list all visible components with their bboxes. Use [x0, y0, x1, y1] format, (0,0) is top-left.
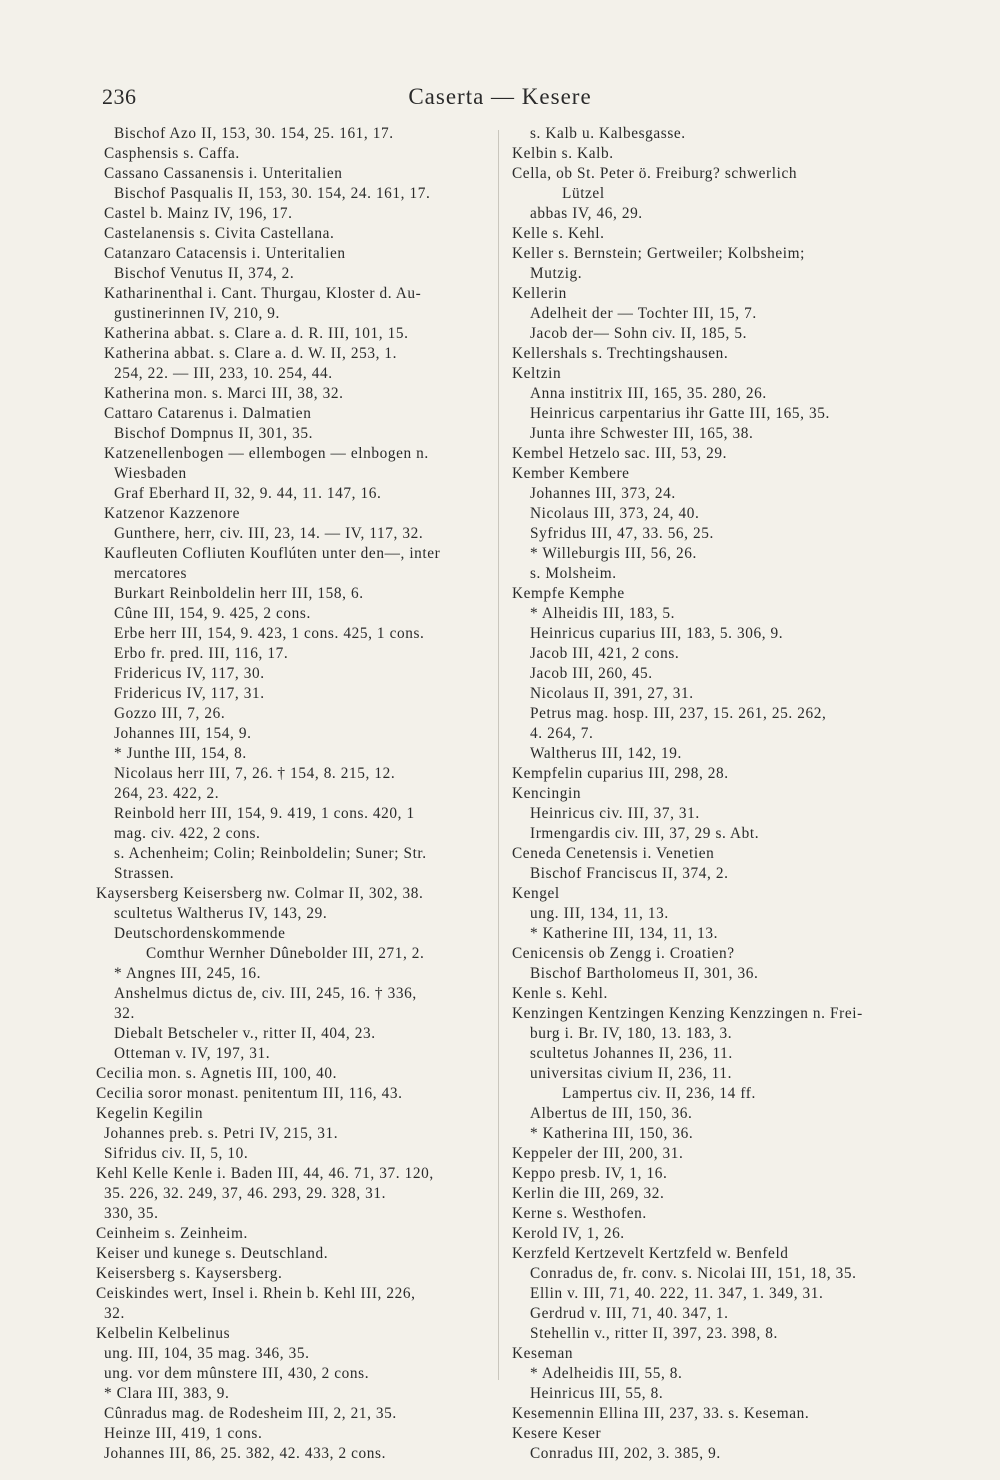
index-line: Katherina abbat. s. Clare a. d. R. III, 101, 15.	[104, 325, 409, 342]
index-line: Kempfelin cuparius III, 298, 28.	[512, 765, 729, 782]
index-line: Castelanensis s. Civita Castellana.	[104, 225, 335, 242]
index-line: Adelheit der — Tochter III, 15, 7.	[530, 305, 757, 322]
index-line: Nicolaus III, 373, 24, 40.	[530, 505, 700, 522]
index-line: 35. 226, 32. 249, 37, 46. 293, 29. 328, 31.	[104, 1185, 387, 1202]
index-line: Kellerin	[512, 285, 567, 302]
index-line: Cûnradus mag. de Rodesheim III, 2, 21, 35.	[104, 1405, 397, 1422]
index-line: Johannes III, 86, 25. 382, 42. 433, 2 cons.	[104, 1445, 386, 1462]
index-line: 32.	[114, 1005, 135, 1022]
index-line: Catanzaro Catacensis i. Unteritalien	[104, 245, 346, 262]
index-line: Kencingin	[512, 785, 582, 802]
index-line: scultetus Waltherus IV, 143, 29.	[114, 905, 328, 922]
index-line: 254, 22. — III, 233, 10. 254, 44.	[114, 365, 333, 382]
index-line: * Adelheidis III, 55, 8.	[530, 1365, 683, 1382]
index-line: Johannes preb. s. Petri IV, 215, 31.	[104, 1125, 339, 1142]
index-line: Kembel Hetzelo sac. III, 53, 29.	[512, 445, 728, 462]
index-line: Syfridus III, 47, 33. 56, 25.	[530, 525, 714, 542]
index-line: 4. 264, 7.	[530, 725, 594, 742]
index-line: * Junthe III, 154, 8.	[114, 745, 247, 762]
index-line: s. Molsheim.	[530, 565, 617, 582]
index-line: Bischof Venutus II, 374, 2.	[114, 265, 295, 282]
index-line: Deutschordenskommende	[114, 925, 286, 942]
index-line: Keiser und kunege s. Deutschland.	[96, 1245, 329, 1262]
index-line: abbas IV, 46, 29.	[530, 205, 643, 222]
index-line: Gunthere, herr, civ. III, 23, 14. — IV, 117, 32.	[114, 525, 424, 542]
index-line: * Clara III, 383, 9.	[104, 1385, 230, 1402]
index-line: Keller s. Bernstein; Gertweiler; Kolbsheim;	[512, 245, 806, 262]
index-line: Jacob III, 260, 45.	[530, 665, 653, 682]
index-line: Ceiskindes wert, Insel i. Rhein b. Kehl III, 226,	[96, 1285, 416, 1302]
index-line: Kelbin s. Kalb.	[512, 145, 614, 162]
page-number: 236	[102, 84, 137, 109]
index-line: Katherina mon. s. Marci III, 38, 32.	[104, 385, 344, 402]
index-line: Wiesbaden	[114, 465, 187, 482]
index-line: Kesere Keser	[512, 1425, 602, 1442]
index-line: Bischof Franciscus II, 374, 2.	[530, 865, 729, 882]
index-line: Bischof Pasqualis II, 153, 30. 154, 24. 161, 17.	[114, 185, 431, 202]
index-line: mag. civ. 422, 2 cons.	[114, 825, 261, 842]
index-line: Kelbelin Kelbelinus	[96, 1325, 231, 1342]
index-line: Ceinheim s. Zeinheim.	[96, 1225, 248, 1242]
index-line: Johannes III, 154, 9.	[114, 725, 252, 742]
index-line: * Alheidis III, 183, 5.	[530, 605, 676, 622]
index-line: Castel b. Mainz IV, 196, 17.	[104, 205, 293, 222]
index-line: Bischof Dompnus II, 301, 35.	[114, 425, 314, 442]
index-line: Katharinenthal i. Cant. Thurgau, Kloster d. Au-	[104, 285, 422, 302]
index-line: Keppo presb. IV, 1, 16.	[512, 1165, 668, 1182]
index-line: Otteman v. IV, 197, 31.	[114, 1045, 271, 1062]
index-line: Kelle s. Kehl.	[512, 225, 605, 242]
index-line: s. Kalb u. Kalbesgasse.	[530, 125, 686, 142]
index-line: Conradus de, fr. conv. s. Nicolai III, 151, 18, 35.	[530, 1265, 857, 1282]
index-line: Lampertus civ. II, 236, 14 ff.	[562, 1085, 756, 1102]
index-line: s. Achenheim; Colin; Reinboldelin; Suner; Str.	[114, 845, 427, 862]
index-line: 32.	[104, 1305, 125, 1322]
index-line: Kellershals s. Trechtingshausen.	[512, 345, 729, 362]
index-line: Cattaro Catarenus i. Dalmatien	[104, 405, 312, 422]
index-line: Gozzo III, 7, 26.	[114, 705, 226, 722]
index-line: Graf Eberhard II, 32, 9. 44, 11. 147, 16.	[114, 485, 382, 502]
index-line: ung. III, 134, 11, 13.	[530, 905, 669, 922]
index-line: Jacob III, 421, 2 cons.	[530, 645, 680, 662]
index-line: Kegelin Kegilin	[96, 1105, 204, 1122]
index-line: Cecilia mon. s. Agnetis III, 100, 40.	[96, 1065, 338, 1082]
index-line: Kerold IV, 1, 26.	[512, 1225, 625, 1242]
index-line: Heinze III, 419, 1 cons.	[104, 1425, 263, 1442]
index-line: Fridericus IV, 117, 30.	[114, 665, 265, 682]
index-line: Cella, ob St. Peter ö. Freiburg? schwerlich	[512, 165, 798, 182]
column-divider	[498, 130, 499, 1380]
index-line: Albertus de III, 150, 36.	[530, 1105, 693, 1122]
index-line: Conradus III, 202, 3. 385, 9.	[530, 1445, 721, 1462]
index-line: Heinricus civ. III, 37, 31.	[530, 805, 700, 822]
index-line: Keltzin	[512, 365, 562, 382]
index-line: Katzenor Kazzenore	[104, 505, 241, 522]
index-line: Jacob der— Sohn civ. II, 185, 5.	[530, 325, 748, 342]
index-line: Katzenellenbogen — ellembogen — elnbogen n.	[104, 445, 429, 462]
page-title: Caserta — Kesere	[408, 84, 592, 109]
index-line: Heinricus carpentarius ihr Gatte III, 165, 35.	[530, 405, 830, 422]
index-line: Keppeler der III, 200, 31.	[512, 1145, 684, 1162]
index-line: Reinbold herr III, 154, 9. 419, 1 cons. 420, 1	[114, 805, 415, 822]
index-line: Kerzfeld Kertzevelt Kertzfeld w. Benfeld	[512, 1245, 789, 1262]
index-line: ung. III, 104, 35 mag. 346, 35.	[104, 1345, 310, 1362]
index-line: Cûne III, 154, 9. 425, 2 cons.	[114, 605, 311, 622]
index-line: universitas civium II, 236, 11.	[530, 1065, 732, 1082]
index-line: Kenle s. Kehl.	[512, 985, 608, 1002]
index-line: Anna institrix III, 165, 35. 280, 26.	[530, 385, 767, 402]
index-line: burg i. Br. IV, 180, 13. 183, 3.	[530, 1025, 733, 1042]
index-line: Cenicensis ob Zengg i. Croatien?	[512, 945, 735, 962]
index-line: 264, 23. 422, 2.	[114, 785, 220, 802]
index-line: 330, 35.	[104, 1205, 159, 1222]
index-line: Fridericus IV, 117, 31.	[114, 685, 265, 702]
index-line: Kehl Kelle Kenle i. Baden III, 44, 46. 71, 37. 120,	[96, 1165, 434, 1182]
index-line: Bischof Azo II, 153, 30. 154, 25. 161, 17.	[114, 125, 394, 142]
index-line: Irmengardis civ. III, 37, 29 s. Abt.	[530, 825, 760, 842]
index-line: Strassen.	[114, 865, 175, 882]
index-line: Cassano Cassanensis i. Unteritalien	[104, 165, 343, 182]
index-line: Erbe herr III, 154, 9. 423, 1 cons. 425, 1 cons.	[114, 625, 425, 642]
index-line: Keisersberg s. Kaysersberg.	[96, 1265, 283, 1282]
index-line: Casphensis s. Caffa.	[104, 145, 240, 162]
index-line: Kerlin die III, 269, 32.	[512, 1185, 665, 1202]
index-line: Mutzig.	[530, 265, 583, 282]
index-line: Waltherus III, 142, 19.	[530, 745, 682, 762]
index-line: scultetus Johannes II, 236, 11.	[530, 1045, 733, 1062]
index-line: Keseman	[512, 1345, 574, 1362]
index-line: Stehellin v., ritter II, 397, 23. 398, 8.	[530, 1325, 778, 1342]
index-line: Kempfe Kemphe	[512, 585, 625, 602]
index-line: Ellin v. III, 71, 40. 222, 11. 347, 1. 349, 31.	[530, 1285, 824, 1302]
index-line: Heinricus cuparius III, 183, 5. 306, 9.	[530, 625, 784, 642]
index-line: Kengel	[512, 885, 560, 902]
index-line: * Willeburgis III, 56, 26.	[530, 545, 697, 562]
index-line: Burkart Reinboldelin herr III, 158, 6.	[114, 585, 364, 602]
index-line: Comthur Wernher Dûnebolder III, 271, 2.	[146, 945, 425, 962]
index-line: gustinerinnen IV, 210, 9.	[114, 305, 280, 322]
index-line: Bischof Bartholomeus II, 301, 36.	[530, 965, 759, 982]
index-line: Johannes III, 373, 24.	[530, 485, 676, 502]
index-line: Katherina abbat. s. Clare a. d. W. II, 253, 1.	[104, 345, 398, 362]
index-line: Nicolaus herr III, 7, 26. † 154, 8. 215, 12.	[114, 765, 396, 782]
index-line: Diebalt Betscheler v., ritter II, 404, 23.	[114, 1025, 376, 1042]
index-line: * Katherine III, 134, 11, 13.	[530, 925, 719, 942]
index-line: Kesemennin Ellina III, 237, 33. s. Keseman.	[512, 1405, 810, 1422]
index-line: Junta ihre Schwester III, 165, 38.	[530, 425, 754, 442]
index-line: Erbo fr. pred. III, 116, 17.	[114, 645, 289, 662]
index-line: Kaysersberg Keisersberg nw. Colmar II, 302, 38.	[96, 885, 424, 902]
index-line: Kaufleuten Cofliuten Kouflúten unter den—, inter	[104, 545, 441, 562]
index-column-left	[96, 124, 491, 1464]
index-line: ung. vor dem mûnstere III, 430, 2 cons.	[104, 1365, 370, 1382]
index-line: Cecilia soror monast. penitentum III, 116, 43.	[96, 1085, 403, 1102]
index-line: Ceneda Cenetensis i. Venetien	[512, 845, 715, 862]
index-line: Heinricus III, 55, 8.	[530, 1385, 664, 1402]
index-line: Anshelmus dictus de, civ. III, 245, 16. † 336,	[114, 985, 417, 1002]
index-line: Kenzingen Kentzingen Kenzing Kenzzingen n. Frei-	[512, 1005, 863, 1022]
index-line: * Angnes III, 245, 16.	[114, 965, 262, 982]
index-line: * Katherina III, 150, 36.	[530, 1125, 694, 1142]
index-line: mercatores	[114, 565, 188, 582]
index-line: Kerne s. Westhofen.	[512, 1205, 647, 1222]
index-line: Sifridus civ. II, 5, 10.	[104, 1145, 249, 1162]
index-column-right	[512, 124, 924, 1464]
index-line: Kember Kembere	[512, 465, 630, 482]
index-line: Nicolaus II, 391, 27, 31.	[530, 685, 694, 702]
index-line: Gerdrud v. III, 71, 40. 347, 1.	[530, 1305, 729, 1322]
index-line: Petrus mag. hosp. III, 237, 15. 261, 25. 262,	[530, 705, 827, 722]
index-line: Lützel	[562, 185, 605, 202]
